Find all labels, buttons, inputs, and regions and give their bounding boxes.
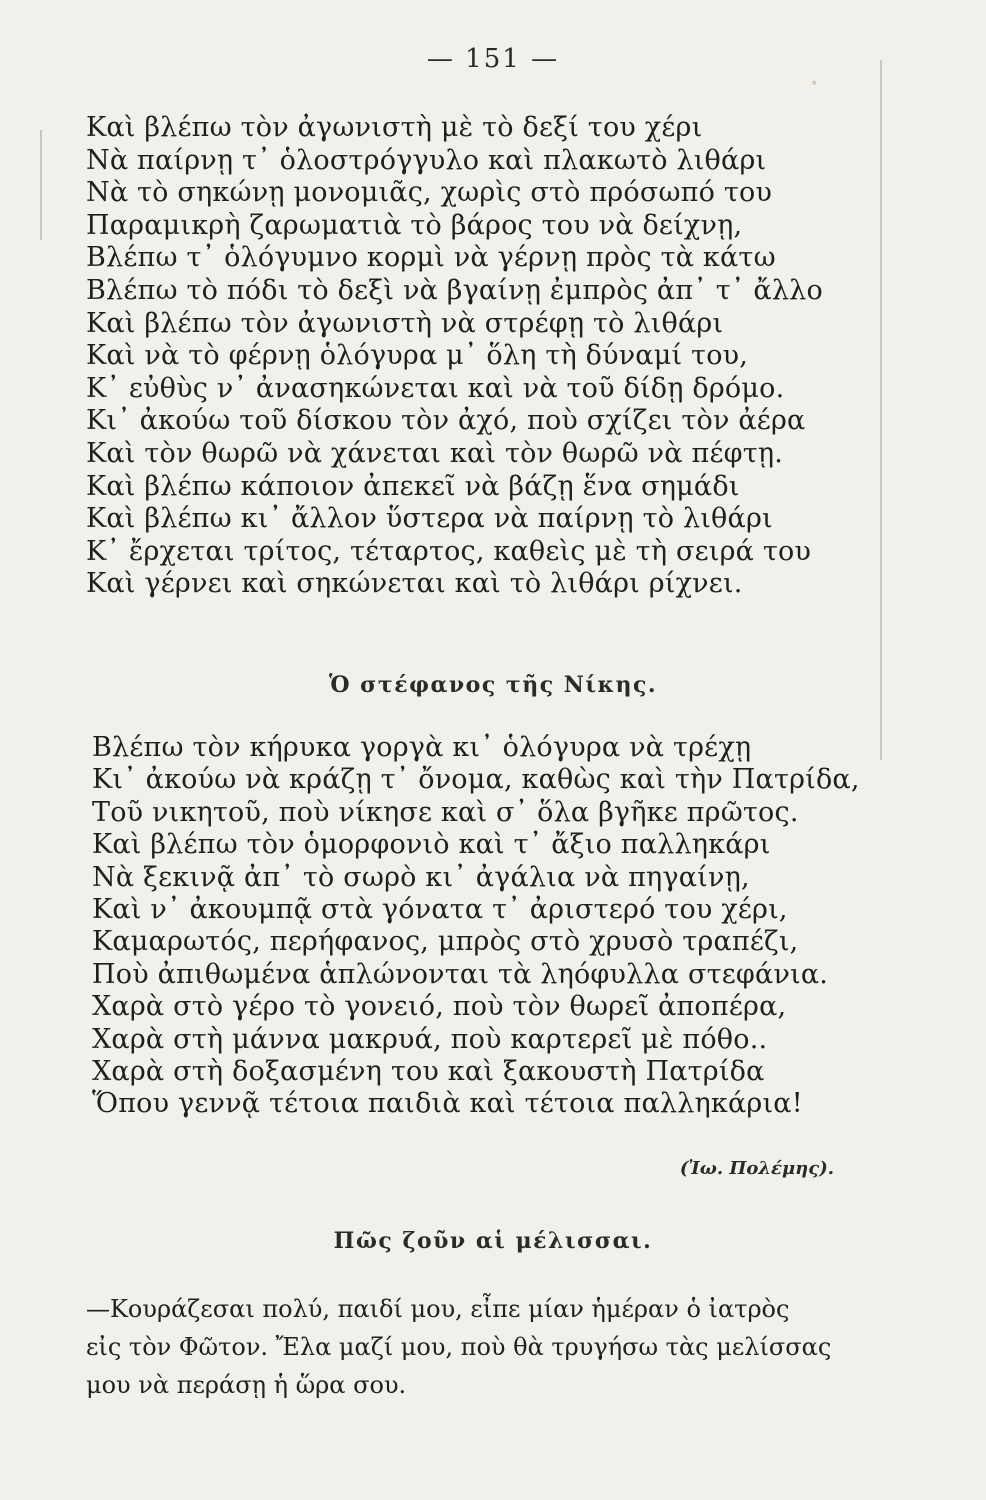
poem-line: Κ᾽ ἔρχεται τρίτος, τέταρτος, καθεὶς μὲ τὴ σειρά του bbox=[86, 535, 812, 567]
prose-line: μου νὰ περάσῃ ἡ ὥρα σου. bbox=[86, 1371, 407, 1399]
poem-line: Νὰ τὸ σηκώνῃ μονομιᾶς, χωρὶς στὸ πρόσωπό του bbox=[86, 177, 773, 209]
prose-line: εἰς τὸν Φῶτον. Ἔλα μαζί μου, ποὺ θὰ τρυγήσω τὰς μελίσσας bbox=[86, 1333, 832, 1361]
poem-line: Καὶ βλέπω τὸν ἀγωνιστὴ μὲ τὸ δεξί του χέρι bbox=[86, 112, 703, 143]
poem-line: Καὶ τὸν θωρῶ νὰ χάνεται καὶ τὸν θωρῶ νὰ πέφτῃ. bbox=[86, 437, 784, 469]
poem-line: Καμαρωτός, περήφανος, μπρὸς στὸ χρυσὸ τραπέζι, bbox=[92, 926, 799, 958]
page-edge-mark bbox=[880, 60, 882, 760]
poem-stanza-1 bbox=[86, 112, 823, 601]
poem-line: Καὶ βλέπω τὸν ἀγωνιστὴ νὰ στρέφῃ τὸ λιθάρι bbox=[86, 307, 724, 339]
poem-line: Χαρὰ στὴ μάννα μακρυά, ποὺ καρτερεῖ μὲ πόθο.. bbox=[92, 1023, 768, 1055]
poem-line: Βλέπω τὸ πόδι τὸ δεξὶ νὰ βγαίνῃ ἐμπρὸς ἀπ᾽ τ᾽ ἄλλο bbox=[86, 274, 823, 306]
section-title: Πῶς ζοῦν αἱ μέλισσαι. bbox=[333, 1228, 653, 1254]
poem-line: Καὶ ν᾽ ἀκουμπᾷ στὰ γόνατα τ᾽ ἀριστερό του χέρι, bbox=[92, 894, 788, 926]
poem-line: Κ᾽ εὐθὺς ν᾽ ἀνασηκώνεται καὶ νὰ τοῦ δίδῃ δρόμο. bbox=[86, 372, 785, 404]
page-number: — 151 — bbox=[426, 44, 560, 74]
prose-paragraph bbox=[86, 1290, 906, 1404]
poem-line: Παραμικρὴ ζαρωματιὰ τὸ βάρος του νὰ δείχνῃ, bbox=[86, 209, 743, 241]
poem-line: Βλέπω τὸν κήρυκα γοργὰ κι᾽ ὁλόγυρα νὰ τρέχῃ bbox=[92, 732, 752, 763]
poem-line: Καὶ γέρνει καὶ σηκώνεται καὶ τὸ λιθάρι ρίχνει. bbox=[86, 568, 743, 600]
poem-line: Βλέπω τ᾽ ὁλόγυμνο κορμὶ νὰ γέρνῃ πρὸς τὰ κάτω bbox=[86, 242, 776, 274]
ink-smudge: ﾟ bbox=[812, 81, 819, 97]
poem-line: Ποὺ ἀπιθωμένα ἁπλώνονται τὰ ληόφυλλα στεφάνια. bbox=[92, 958, 829, 990]
poem-line: Καὶ νὰ τὸ φέρνῃ ὁλόγυρα μ᾽ ὅλη τὴ δύναμί του, bbox=[86, 340, 749, 372]
poem-line: Τοῦ νικητοῦ, ποὺ νίκησε καὶ σ᾽ ὅλα βγῆκε πρῶτος. bbox=[92, 796, 799, 828]
poem-attribution: (Ἰω. Πολέμης). bbox=[679, 1158, 834, 1179]
poem-line: Καὶ βλέπω κι᾽ ἄλλον ὕστερα νὰ παίρνῃ τὸ λιθάρι bbox=[86, 503, 773, 535]
poem-line: Χαρὰ στὴ δοξασμένη του καὶ ξακουστὴ Πατρίδα bbox=[92, 1056, 765, 1088]
poem-line: Ὅπου γεννᾷ τέτοια παιδιὰ καὶ τέτοια παλληκάρια! bbox=[92, 1088, 803, 1120]
poem-line: Χαρὰ στὸ γέρο τὸ γονειό, ποὺ τὸν θωρεῖ ἀποπέρα, bbox=[92, 991, 787, 1023]
prose-line: —Κουράζεσαι πολύ, παιδί μου, εἶπε μίαν ἡμέραν ὁ ἰατρὸς bbox=[86, 1295, 790, 1323]
poem-line: Νὰ παίρνῃ τ᾽ ὁλοστρόγγυλο καὶ πλακωτὸ λιθάρι bbox=[86, 144, 767, 176]
poem-line: Καὶ βλέπω κάποιον ἀπεκεῖ νὰ βάζῃ ἕνα σημάδι bbox=[86, 470, 740, 502]
page-edge-mark-left bbox=[40, 130, 42, 240]
poem-line: Κι᾽ ἀκούω τοῦ δίσκου τὸν ἀχό, ποὺ σχίζει τὸν ἀέρα bbox=[86, 405, 806, 437]
section-title: Ὁ στέφανος τῆς Νίκης. bbox=[328, 672, 658, 698]
poem-line: Κι᾽ ἀκούω νὰ κράζῃ τ᾽ ὄνομα, καθὼς καὶ τὴν Πατρίδα, bbox=[92, 764, 860, 796]
poem-line: Καὶ βλέπω τὸν ὁμορφονιὸ καὶ τ᾽ ἄξιο παλληκάρι bbox=[92, 829, 771, 861]
poem-stanza-2 bbox=[92, 732, 860, 1121]
poem-line: Νὰ ξεκινᾷ ἀπ᾽ τὸ σωρὸ κι᾽ ἀγάλια νὰ πηγαίνῃ, bbox=[92, 861, 750, 893]
